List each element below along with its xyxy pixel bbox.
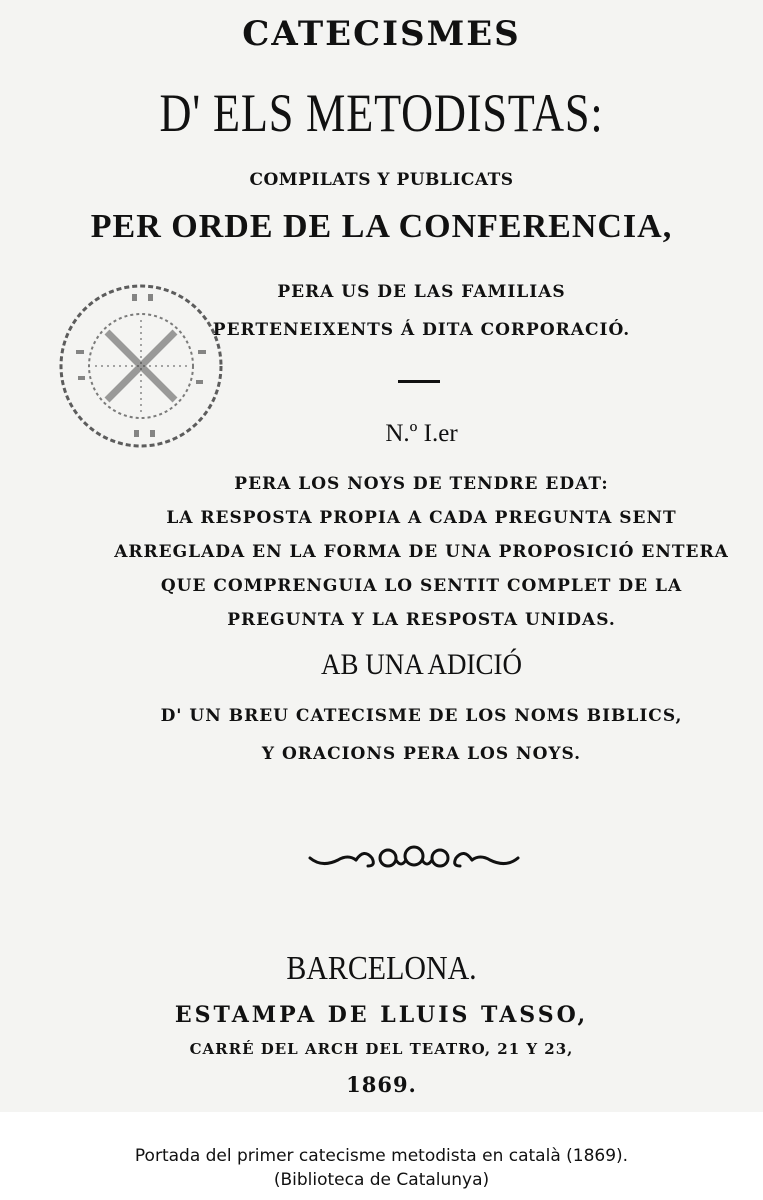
title-line-2: D' ELS METODISTAS: — [159, 83, 604, 143]
addition-line: Y ORACIONS PERA LOS NOYS. — [261, 744, 582, 764]
library-stamp-icon — [52, 280, 230, 452]
imprint-printer: ESTAMPA DE LLUIS TASSO, — [174, 1002, 589, 1028]
imprint-address: CARRÉ DEL ARCH DEL TEATRO, 21 Y 23, — [189, 1040, 574, 1058]
imprint-year: 1869. — [346, 1072, 417, 1097]
imprint-city: BARCELONA. — [286, 950, 477, 987]
subtitle: COMPILATS Y PUBLICATS — [249, 170, 514, 190]
title-line-3: PER ORDE DE LA CONFERENCIA, — [90, 208, 673, 245]
description-line: PREGUNTA Y LA RESPOSTA UNIDAS. — [227, 610, 616, 630]
description-line: ARREGLADA EN LA FORMA DE UNA PROPOSICIÓ ENTERA — [114, 542, 729, 562]
volume-number: N.º I.er — [385, 420, 458, 447]
description-line: QUE COMPRENGUIA LO SENTIT COMPLET DE LA — [160, 576, 683, 596]
description-line: PERA LOS NOYS DE TENDRE EDAT: — [234, 474, 609, 494]
caption-line-1: Portada del primer catecisme metodista en català (1869). — [134, 1146, 629, 1166]
corporation-line: PERTENEIXENTS Á DITA CORPORACIÓ. — [212, 320, 631, 340]
addition-line: D' UN BREU CATECISME DE LOS NOMS BIBLICS, — [160, 706, 683, 726]
scroll-ornament-icon — [304, 838, 524, 878]
families-line: PERA US DE LAS FAMILIAS — [277, 282, 566, 302]
description-line: LA RESPOSTA PROPIA A CADA PREGUNTA SENT — [166, 508, 677, 528]
divider-rule — [398, 380, 440, 383]
title-line-1: CATECISMES — [242, 14, 521, 54]
caption-line-2: (Biblioteca de Catalunya) — [273, 1170, 490, 1190]
addition-heading: AB UNA ADICIÓ — [320, 648, 523, 681]
